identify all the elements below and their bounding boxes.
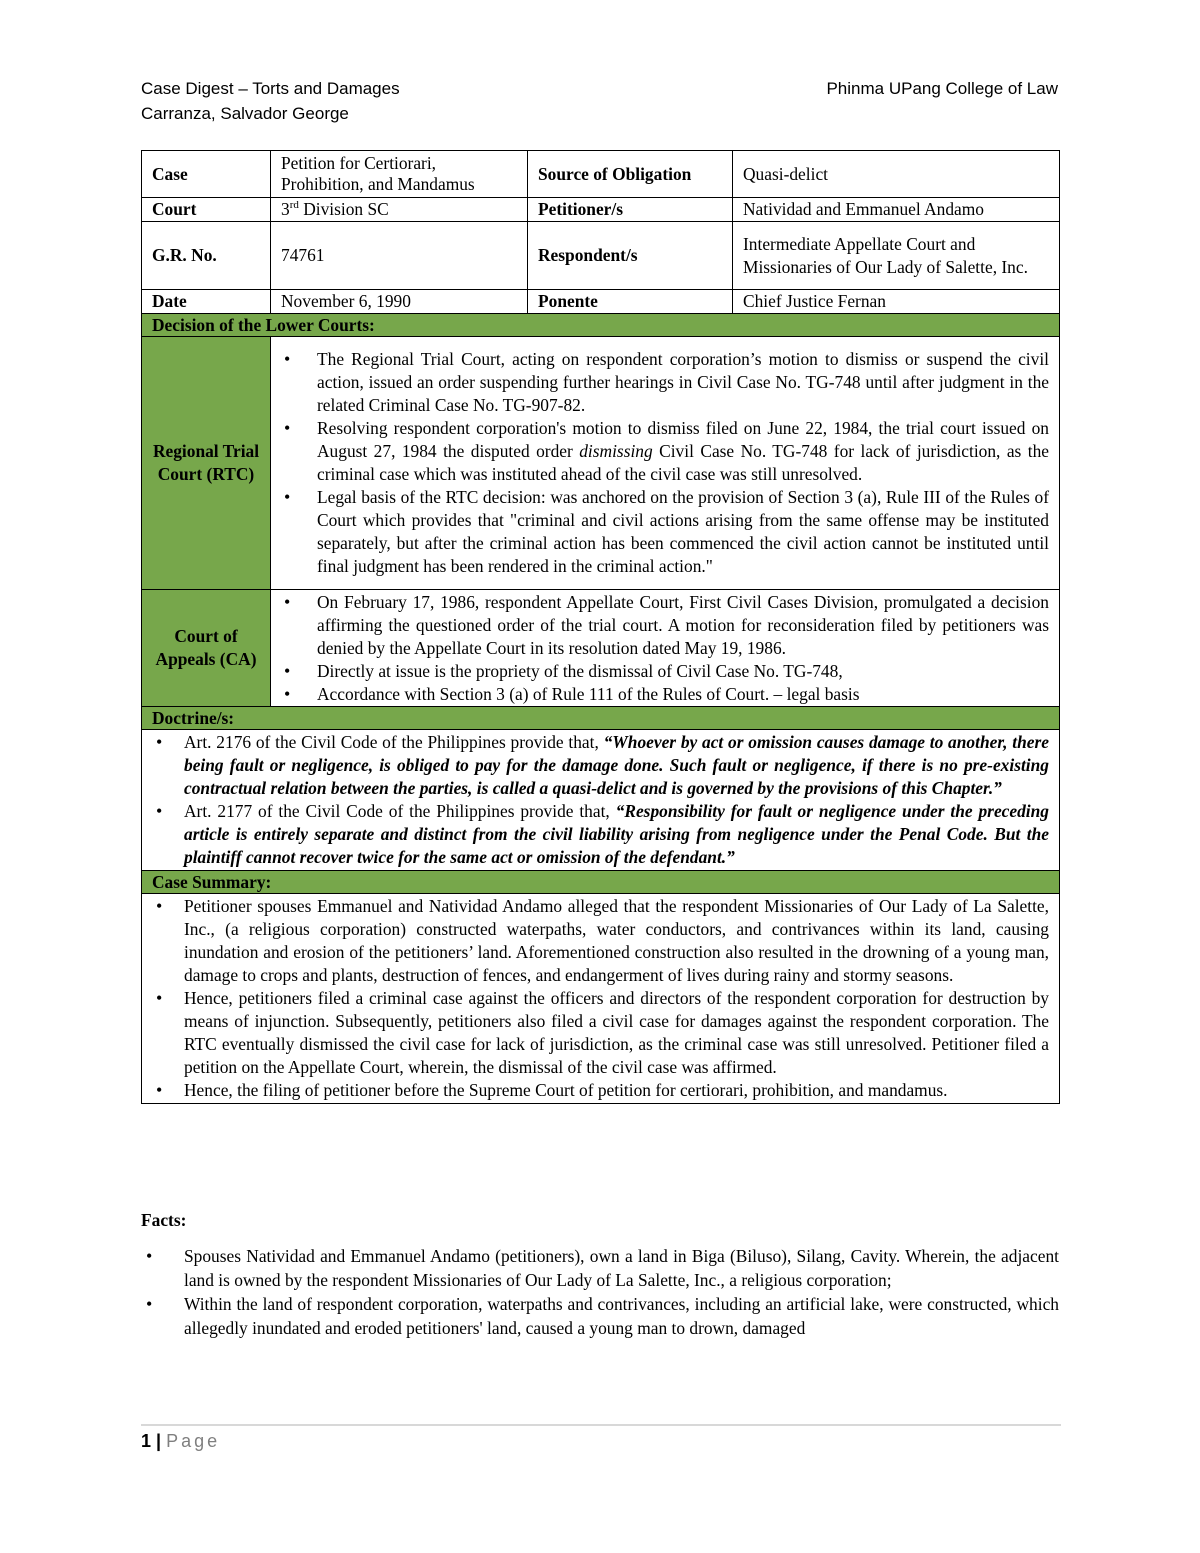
ca-label: Court of Appeals (CA) xyxy=(142,590,271,707)
date-value: November 6, 1990 xyxy=(271,290,528,314)
page-footer xyxy=(141,1431,220,1452)
doctrine-item xyxy=(184,731,1049,800)
respondent-value: Intermediate Appellate Court and Missionaries of Our Lady of Salette, Inc. xyxy=(733,222,1060,290)
source-label: Source of Obligation xyxy=(528,151,733,198)
facts-heading: Facts: xyxy=(141,1210,187,1230)
doctrine-item xyxy=(184,800,1049,869)
court-value-rest: Division SC xyxy=(298,199,389,219)
fact-item: • Within the land of respondent corporation, waterpaths and contrivances, including an artificial lake, were constructed, which allegedly inundated and eroded petitioners' land, caused a young man to drown, damaged xyxy=(184,1292,1059,1340)
rtc-item-1: • The Regional Trial Court, acting on respondent corporation’s motion to dismiss or suspend the civil action, issued an order suspending further hearings in Civil Case No. TG-748 until after judgment in the related Criminal Case No. TG-907-82. xyxy=(317,348,1049,417)
court-value-num: 3 xyxy=(281,199,290,219)
footer-divider xyxy=(141,1424,1061,1426)
doctrines-heading: Doctrine/s: xyxy=(142,707,1060,730)
rtc-item-2 xyxy=(317,417,1049,486)
doctrine-2-lead: Art. 2177 of the Civil Code of the Philippines provide that, xyxy=(184,801,616,821)
doctrines-list xyxy=(152,731,1049,869)
doctrine-1-quote: “Whoever by act or omission causes damage to another, there being fault or negligence, is obliged to pay for the damage done. Such fault or negligence, if there is no pre-existing contractual relation between the parties, is called a quasi-delict and is governed by the provisions of this Chapter.” xyxy=(184,732,1049,798)
summary-heading: Case Summary: xyxy=(142,871,1060,894)
court-value-sup: rd xyxy=(289,199,299,212)
rtc-item-2-em: dismissing xyxy=(579,441,653,461)
petitioner-value: Natividad and Emmanuel Andamo xyxy=(733,198,1060,222)
school-name: Phinma UPang College of Law xyxy=(826,79,1058,98)
ponente-value: Chief Justice Fernan xyxy=(733,290,1060,314)
lower-courts-heading: Decision of the Lower Courts: xyxy=(142,314,1060,337)
doctrines-content xyxy=(142,730,1060,871)
document-title: Case Digest – Torts and Damages xyxy=(141,79,400,98)
header-left xyxy=(141,76,400,126)
case-digest-table xyxy=(141,150,1060,1104)
summary-item: • Petitioner spouses Emmanuel and Natividad Andamo alleged that the respondent Missionaries of Our Lady of La Salette, Inc., (a religious corporation) constructed waterpaths, water conductors, and contrivances within its land, causing inundation and erosion of the petitioners’ land. Aforementioned construction also resulted in the drowning of a young man, damage to crops and plants, destruction of fences, and endangerment of lives during rainy and stormy seasons. xyxy=(184,895,1049,987)
ca-content xyxy=(271,590,1060,707)
court-label: Court xyxy=(142,198,271,222)
case-value: Petition for Certiorari, Prohibition, and Mandamus xyxy=(271,151,528,198)
rtc-item-2-b: Civil Case No. TG-748 for lack of jurisdiction, as the criminal case which was instituted ahead of the civil case was still unresolved. xyxy=(317,441,1049,484)
case-label: Case xyxy=(142,151,271,198)
facts-section xyxy=(141,1208,1059,1340)
ca-item: • On February 17, 1986, respondent Appellate Court, First Civil Cases Division, promulgated a decision affirming the questioned order of the trial court. A motion for reconsideration filed by petitioners was denied by the Appellate Court in its resolution dated May 19, 1986. xyxy=(317,591,1049,660)
page-word: Page xyxy=(166,1431,221,1451)
ca-list xyxy=(281,591,1049,706)
document-author: Carranza, Salvador George xyxy=(141,104,349,123)
ca-item: • Directly at issue is the propriety of the dismissal of Civil Case No. TG-748, xyxy=(317,660,1049,683)
page-separator: | xyxy=(156,1431,162,1451)
summary-content xyxy=(142,894,1060,1104)
summary-list xyxy=(152,895,1049,1102)
rtc-list xyxy=(281,348,1049,578)
rtc-content xyxy=(271,337,1060,590)
respondent-label: Respondent/s xyxy=(528,222,733,290)
grno-value: 74761 xyxy=(271,222,528,290)
doctrine-2-quote: “Responsibility for fault or negligence under the preceding article is entirely separate and distinct from the civil liability arising from negligence under the Penal Code. But the plaintiff cannot recover twice for the same act or omission of the defendant.” xyxy=(184,801,1049,867)
header-right xyxy=(826,76,1058,101)
ca-item: • Accordance with Section 3 (a) of Rule 111 of the Rules of Court. – legal basis xyxy=(317,683,1049,706)
doctrine-1-lead: Art. 2176 of the Civil Code of the Philippines provide that, xyxy=(184,732,604,752)
fact-item: • Spouses Natividad and Emmanuel Andamo (petitioners), own a land in Biga (Biluso), Silang, Cavity. Wherein, the adjacent land is owned by the respondent Missionaries of Our Lady of La Salette, Inc., a religious corporation; xyxy=(184,1244,1059,1292)
summary-item: • Hence, petitioners filed a criminal case against the officers and directors of the respondent corporation for destruction by means of injunction. Subsequently, petitioners also filed a civil case for damages against the respondent corporation. The RTC eventually dismissed the civil case for lack of jurisdiction, as the criminal case was still unresolved. Petitioner filed a petition on the Appellate Court, wherein, the dismissal of the civil case was affirmed. xyxy=(184,987,1049,1079)
ponente-label: Ponente xyxy=(528,290,733,314)
date-label: Date xyxy=(142,290,271,314)
facts-list xyxy=(141,1244,1059,1340)
summary-item: • Hence, the filing of petitioner before the Supreme Court of petition for certiorari, prohibition, and mandamus. xyxy=(184,1079,1049,1102)
page-number: 1 xyxy=(141,1431,152,1451)
court-value xyxy=(271,198,528,222)
rtc-item-3: • Legal basis of the RTC decision: was anchored on the provision of Section 3 (a), Rule III of the Rules of Court which provides that "criminal and civil actions arising from the same offense may be instituted separately, but after the criminal action has been commenced the civil action cannot be instituted until final judgment has been rendered in the criminal action." xyxy=(317,486,1049,578)
grno-label: G.R. No. xyxy=(142,222,271,290)
petitioner-label: Petitioner/s xyxy=(528,198,733,222)
rtc-label: Regional Trial Court (RTC) xyxy=(142,337,271,590)
source-value: Quasi-delict xyxy=(733,151,1060,198)
rtc-item-2-a: Resolving respondent corporation's motion to dismiss filed on June 22, 1984, the trial court issued on August 27, 1984 the disputed order xyxy=(317,418,1049,461)
